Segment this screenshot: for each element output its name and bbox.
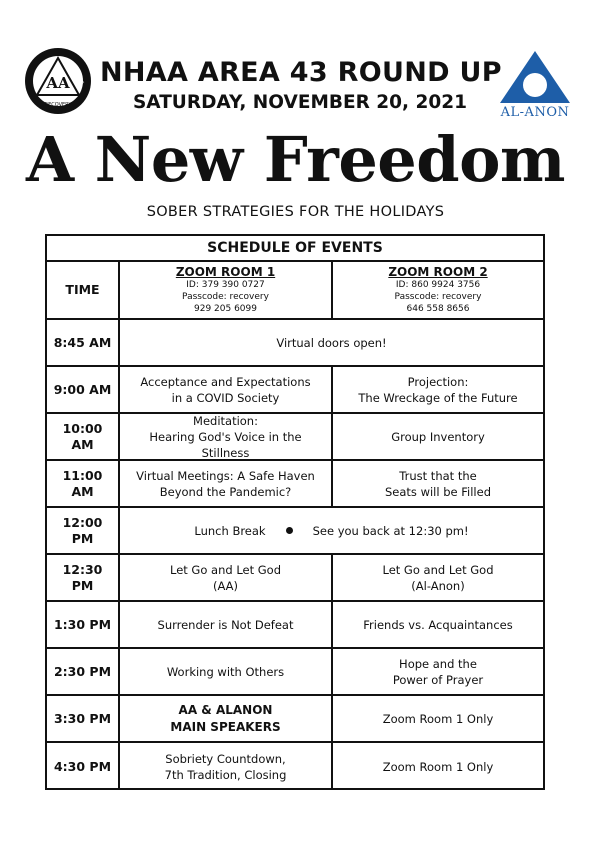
aa-logo bbox=[23, 46, 93, 116]
row-time: 10:00 AM bbox=[47, 414, 120, 459]
row-time: 11:00 AM bbox=[47, 461, 120, 506]
session-line: (Al-Anon) bbox=[411, 578, 465, 593]
alanon-logo bbox=[495, 50, 575, 120]
room2-header bbox=[333, 262, 543, 318]
aa-logo-letters: AA bbox=[46, 74, 70, 92]
session-line: Acceptance and Expectations bbox=[140, 374, 311, 389]
aa-logo-word-service: SERVICE bbox=[68, 64, 85, 87]
table-row bbox=[47, 461, 543, 508]
table-row bbox=[47, 602, 543, 649]
schedule-table bbox=[45, 234, 545, 790]
room2-session bbox=[333, 696, 543, 741]
room1-phone: 929 205 6099 bbox=[194, 304, 257, 314]
event-title: NHAA AREA 43 ROUND UP bbox=[100, 57, 502, 88]
session-line: Zoom Room 1 Only bbox=[382, 711, 494, 726]
alanon-logo-text: AL-ANON bbox=[500, 105, 570, 120]
room2-session bbox=[333, 555, 543, 600]
bullet-icon bbox=[286, 527, 293, 534]
room2-session bbox=[333, 367, 543, 412]
subtitle: SOBER STRATEGIES FOR THE HOLIDAYS bbox=[146, 204, 445, 220]
lunch-break-label: Lunch Break bbox=[194, 523, 266, 538]
room2-id: ID: 860 9924 3756 bbox=[395, 280, 481, 290]
session-line: Hope and the bbox=[399, 656, 477, 671]
room2-session bbox=[333, 649, 543, 694]
session-line: Meditation: bbox=[193, 413, 258, 428]
row-time: 1:30 PM bbox=[47, 602, 120, 647]
table-row bbox=[47, 414, 543, 461]
session-line: Power of Prayer bbox=[392, 672, 484, 687]
table-header-row bbox=[47, 262, 543, 320]
row-time: 12:30 PM bbox=[47, 555, 120, 600]
session-line: Group Inventory bbox=[391, 429, 485, 444]
room1-session bbox=[120, 555, 333, 600]
row-time: 4:30 PM bbox=[47, 743, 120, 790]
row-time: 3:30 PM bbox=[47, 696, 120, 741]
table-row bbox=[47, 743, 543, 790]
table-row bbox=[47, 649, 543, 696]
event-date: SATURDAY, NOVEMBER 20, 2021 bbox=[132, 92, 467, 113]
room2-session bbox=[333, 414, 543, 459]
room1-session bbox=[120, 743, 333, 790]
room1-session bbox=[120, 649, 333, 694]
main-title: A New Freedom bbox=[25, 123, 566, 196]
room1-session bbox=[120, 461, 333, 506]
room2-session bbox=[333, 602, 543, 647]
room1-session bbox=[120, 367, 333, 412]
schedule-heading: SCHEDULE OF EVENTS bbox=[47, 236, 543, 262]
room2-name: ZOOM ROOM 2 bbox=[388, 265, 488, 279]
room1-id: ID: 379 390 0727 bbox=[186, 280, 265, 290]
table-row bbox=[47, 508, 543, 555]
room1-header bbox=[120, 262, 333, 318]
lunch-return-note: See you back at 12:30 pm! bbox=[312, 523, 469, 538]
table-row bbox=[47, 555, 543, 602]
time-header: TIME bbox=[47, 262, 120, 318]
room1-passcode: Passcode: recovery bbox=[182, 292, 269, 302]
row-time: 9:00 AM bbox=[47, 367, 120, 412]
session-line: Let Go and Let God bbox=[382, 562, 494, 577]
session-line: (AA) bbox=[212, 578, 239, 593]
aa-logo-word-recovery: RECOVERY bbox=[44, 102, 72, 108]
room2-passcode: Passcode: recovery bbox=[394, 292, 482, 302]
table-row bbox=[47, 367, 543, 414]
room2-phone: 646 558 8656 bbox=[406, 304, 470, 314]
room1-session bbox=[120, 696, 333, 741]
session-line: Seats will be Filled bbox=[385, 484, 491, 499]
room2-session bbox=[333, 461, 543, 506]
table-row bbox=[47, 696, 543, 743]
lunch-break-cell bbox=[120, 508, 543, 553]
session-line: Trust that the bbox=[399, 468, 477, 483]
row-time: 12:00 PM bbox=[47, 508, 120, 553]
session-line: Zoom Room 1 Only bbox=[382, 759, 494, 774]
session-line: MAIN SPEAKERS bbox=[170, 719, 281, 734]
session-line: Hearing God's Voice in the Stillness bbox=[149, 429, 302, 460]
aa-logo-word-unity: UNITY bbox=[32, 67, 46, 84]
row-span-text: Virtual doors open! bbox=[276, 335, 387, 350]
session-line: Sobriety Countdown, bbox=[165, 751, 286, 766]
session-line: The Wreckage of the Future bbox=[358, 390, 518, 405]
row-time: 2:30 PM bbox=[47, 649, 120, 694]
session-line: in a COVID Society bbox=[171, 390, 280, 405]
session-line: AA & ALANON bbox=[178, 702, 273, 717]
session-line: Surrender is Not Defeat bbox=[157, 617, 294, 632]
room1-session bbox=[120, 602, 333, 647]
session-line: Virtual Meetings: A Safe Haven bbox=[136, 468, 315, 483]
session-line: 7th Tradition, Closing bbox=[164, 767, 287, 782]
session-line: Let Go and Let God bbox=[169, 562, 282, 577]
session-line: Beyond the Pandemic? bbox=[159, 484, 292, 499]
table-row bbox=[47, 320, 543, 367]
session-line: Projection: bbox=[407, 374, 469, 389]
room1-name: ZOOM ROOM 1 bbox=[175, 265, 276, 279]
session-line: Friends vs. Acquaintances bbox=[363, 617, 513, 632]
room2-session bbox=[333, 743, 543, 790]
session-line: Working with Others bbox=[166, 664, 285, 679]
row-time: 8:45 AM bbox=[47, 320, 120, 365]
room1-session bbox=[120, 414, 333, 459]
